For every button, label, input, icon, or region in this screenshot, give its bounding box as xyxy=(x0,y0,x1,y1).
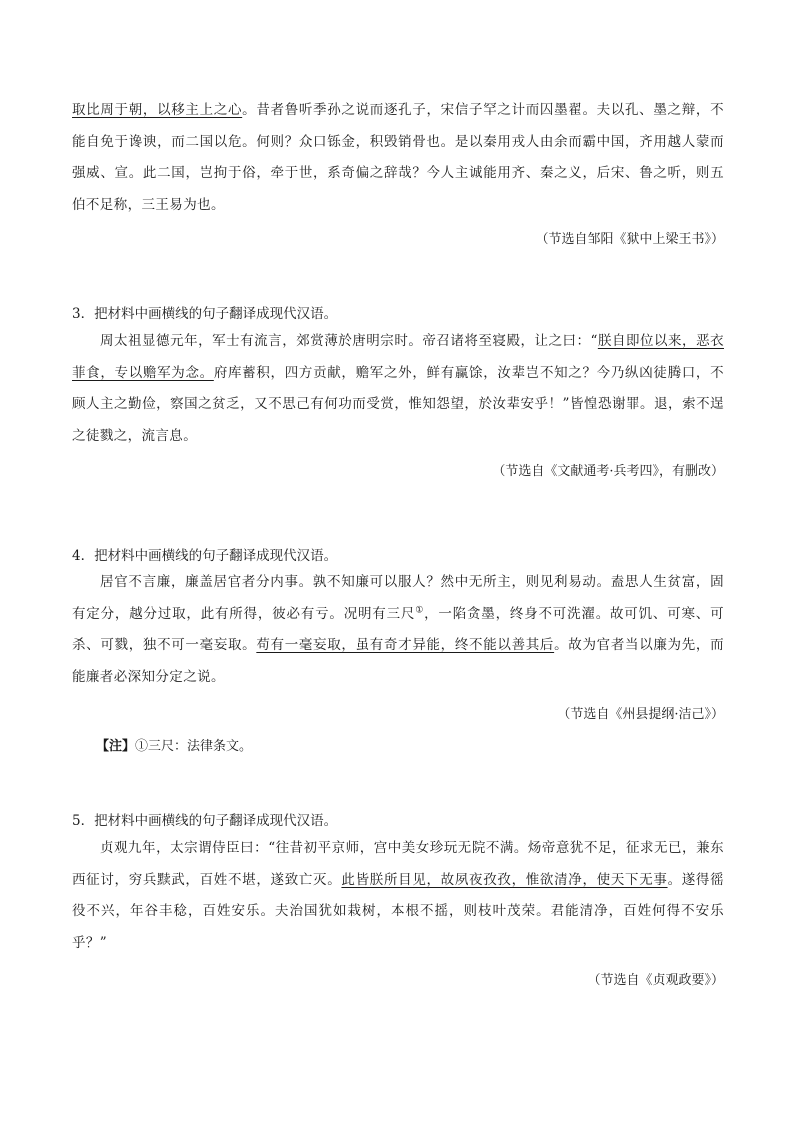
material2-source: （节选自邹阳《狱中上梁王书》） xyxy=(535,232,724,247)
underlined-sentence: 取比周于朝，以移主上之心 xyxy=(72,102,243,118)
q5-source: （节选自《贞观政要》） xyxy=(587,973,724,988)
question-4: 4．把材料中画横线的句子翻译成现代汉语。 xyxy=(72,548,338,564)
q3-passage: 周太祖显德元年，军士有流言，郊赏薄於唐明宗时。帝召诸将至寝殿，让之曰：“朕自即位以来，恶衣菲食，专以赡军为念。府库蓄积，四方贡献，赡军之外，鲜有赢馀，汝辈岂不知之？今乃纵凶徒腾口，不顾人主之勤俭，察国之贫乏，又不思己有何功而受赏，惟知怨望，於汝辈安乎！”皆惶恐谢罪。退，索不逞之徒戮之，流言息。 xyxy=(72,333,725,444)
note-text: ①三尺：法律条文。 xyxy=(135,739,253,754)
q5-passage: 贞观九年，太宗谓侍臣曰：“往昔初平京师，宫中美女珍玩无院不满。炀帝意犹不足，征求无已，兼东西征讨，穷兵黩武，百姓不堪，遂致亡灭。此皆朕所目见，故夙夜孜孜，惟欲清净，使天下无事。遂得徭役不兴，年谷丰稔，百姓安乐。夫治国犹如栽树，本根不摇，则枝叶茂荣。君能清净，百姓何得不安乐乎？” xyxy=(72,840,725,951)
underlined-sentence: 此皆朕所目见，故夙夜孜孜，惟欲清净，使天下无事 xyxy=(341,871,668,888)
material2-passage: 取比周于朝，以移主上之心。昔者鲁听季孙之说而逐孔子，宋信子罕之计而囚墨翟。夫以孔、墨之辩，不能自免于谗谀，而二国以危。何则？众口铄金，积毁销骨也。是以秦用戎人由余而霸中国，齐用越人蒙而强威、宣。此二国，岂拘于俗，牵于世，系奇偏之辞哉？今人主诚能用齐、秦之义，后宋、鲁之听，则五伯不足称，三王易为也。 xyxy=(72,102,724,213)
footnote-marker: ① xyxy=(415,605,425,615)
q4-note xyxy=(96,737,252,757)
note-label: 【注】 xyxy=(96,739,136,754)
q4-passage: 居官不言廉，廉盖居官者分内事。孰不知廉可以服人？然中无所主，则见利易动。盍思人生贫富，固有定分，越分过取，此有所得，彼必有亏。况明有三尺①，一陷贪墨，终身不可洗濯。故可饥、可寒、可杀、可戮，独不可一毫妄取。苟有一毫妄取，虽有奇才异能，终不能以善其后。故为官者当以廉为先，而能廉者必深知分定之说。 xyxy=(72,574,724,685)
q4-source: （节选自《州县提纲·洁己》） xyxy=(557,707,724,722)
underlined-sentence: 苟有一毫妄取，虽有奇才异能，终不能以善其后 xyxy=(256,637,555,653)
q3-source: （节选自《文献通考·兵考四》，有删改） xyxy=(492,464,724,479)
underlined-sentence: 朕自即位以来，恶衣菲食，专以赡军为念。 xyxy=(72,333,724,381)
question-3: 3．把材料中画横线的句子翻译成现代汉语。 xyxy=(72,306,338,322)
question-5: 5．把材料中画横线的句子翻译成现代汉语。 xyxy=(72,813,338,829)
